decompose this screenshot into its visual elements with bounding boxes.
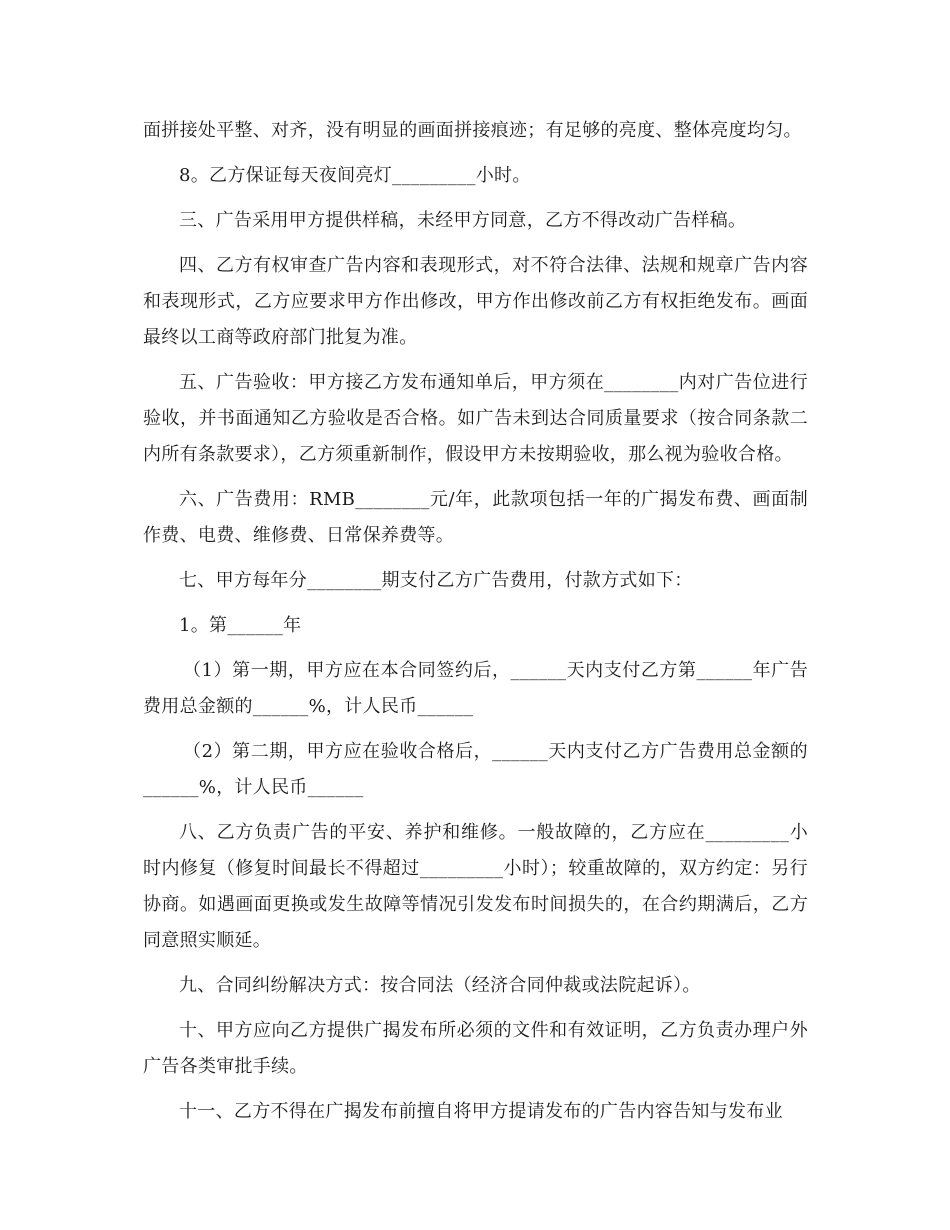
document-body xyxy=(143,113,808,1139)
paragraph-section-4: 四、乙方有权审查广告内容和表现形式，对不符合法律、法规和规章广告内容和表现形式，乙方应要求甲方作出修改，甲方作出修改前乙方有权拒绝发布。画面最终以工商等政府部门批复为准。 xyxy=(143,255,808,348)
paragraph-section-11: 十一、乙方不得在广揭发布前擅自将甲方提请发布的广告内容告知与发布业 xyxy=(179,1101,783,1122)
paragraph-section-3: 三、广告采用甲方提供样稿，未经甲方同意，乙方不得改动广告样稿。 xyxy=(179,210,747,231)
paragraph-section-10: 十、甲方应向乙方提供广揭发布所必须的文件和有效证明，乙方负责办理户外广告各类审批手续。 xyxy=(143,1020,808,1077)
paragraph-section-6: 六、广告费用：RMB________元/年，此款项包括一年的广揭发布费、画面制作费、电费、维修费、日常保养费等。 xyxy=(143,489,808,546)
paragraph-year-1: 1。第______年 xyxy=(179,615,302,636)
paragraph-clause-8: 8。乙方保证每天夜间亮灯_________小时。 xyxy=(179,165,531,186)
paragraph-continuation: 面拼接处平整、对齐，没有明显的画面拼接痕迹；有足够的亮度、整体亮度均匀。 xyxy=(143,120,802,141)
paragraph-section-8: 八、乙方负责广告的平安、养护和维修。一般故障的，乙方应在_________小时内修复（修复时间最长不得超过_________小时）；较重故障的，双方约定：另行协商。如遇画面更换或发生故障等情况引发发布时间损失的，在合约期满后，乙方同意照实顺延。 xyxy=(143,822,808,951)
paragraph-installment-1: （1）第一期，甲方应在本合同签约后，______天内支付乙方第______年广告费用总金额的______%，计人民币______ xyxy=(143,660,808,717)
paragraph-section-7: 七、甲方每年分________期支付乙方广告费用，付款方式如下： xyxy=(179,570,693,591)
paragraph-installment-2: （2）第二期，甲方应在验收合格后，______天内支付乙方广告费用总金额的______%，计人民币______ xyxy=(143,741,808,798)
paragraph-section-5: 五、广告验收：甲方接乙方发布通知单后，甲方须在________内对广告位进行验收，并书面通知乙方验收是否合格。如广告未到达合同质量要求（按合同条款二内所有条款要求），乙方须重新制作，假设甲方未按期验收，那么视为验收合格。 xyxy=(143,372,808,465)
paragraph-section-9: 九、合同纠纷解决方式：按合同法（经济合同仲裁或法院起诉）。 xyxy=(179,975,701,996)
